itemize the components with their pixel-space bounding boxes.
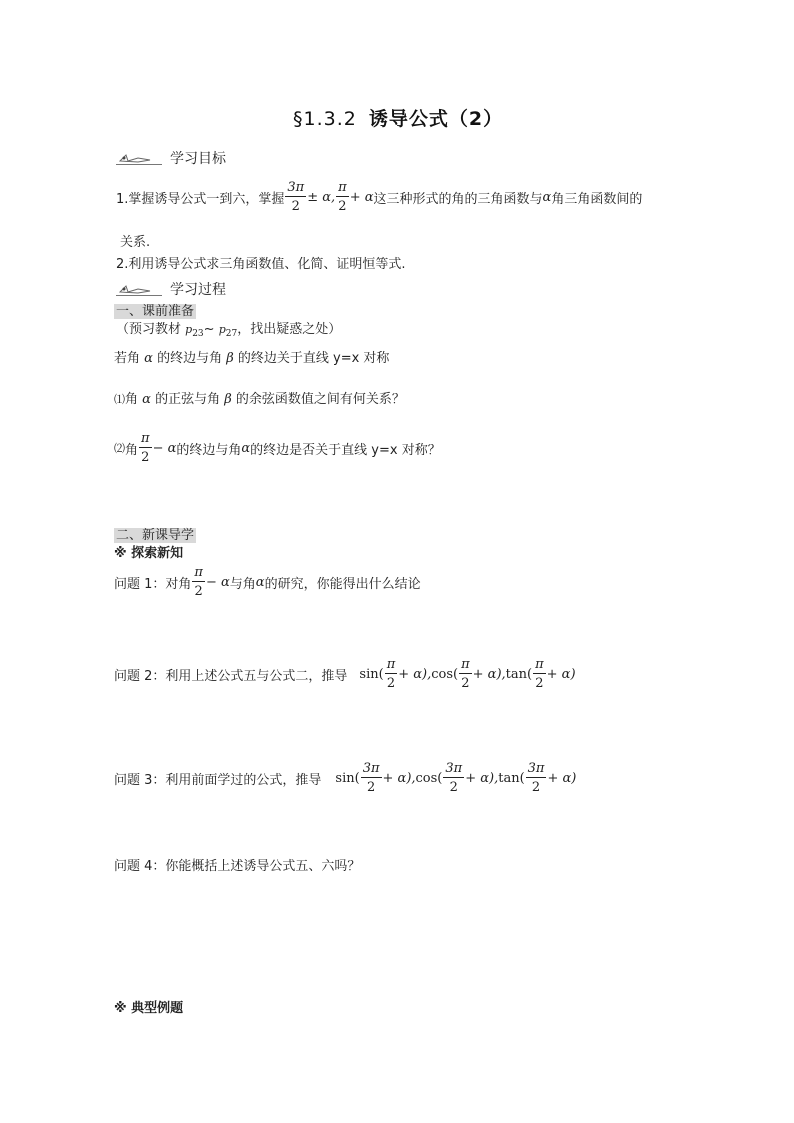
section-number: §1.3.2 [293, 108, 357, 130]
fraction-pi-over-2: $\frac{\pi}{2}$ [141, 431, 150, 465]
prep-heading [114, 300, 196, 319]
explore-label: ※ 探索新知 [114, 546, 184, 561]
process-heading [116, 279, 226, 299]
page-title [293, 104, 503, 131]
examples-label: ※ 典型例题 [114, 1001, 184, 1016]
prep-question-2: ⑵ 角 $\frac{\pi}{2}$ − α 的终边与角 α 的终边是否关于直线 y=x 对称？ [114, 431, 441, 465]
objective-1-wrap: 关系. [120, 235, 151, 250]
fraction-3pi-over-2: $\frac{3\pi}{2}$ [287, 180, 305, 214]
problem-3-formula: sin( $\frac{3\pi}{2}$ + α), cos( $\frac{3\pi}{2}$ + α), tan( $\frac{3\pi}{2}$ + α) [335, 761, 577, 795]
objective-1 [116, 180, 642, 214]
prep-line-1: 若角 α 的终边与角 β 的终边关于直线 y=x 对称 [114, 351, 390, 366]
problem-2: 问题 2：利用上述公式五与公式二，推导 sin( $\frac{\pi}{2}$ + α), cos( $\frac{\pi}{2}$ + α), tan( $\frac{\pi}{2}$ + α) [114, 657, 576, 691]
prep-note: （预习教材 $p_{23}\sim$ $p_{27}$，找出疑惑之处） [116, 322, 342, 339]
prep-question-1: ⑴角 α 的正弦与角 β 的余弦函数值之间有何关系？ [114, 392, 405, 407]
problem-2-formula: sin( $\frac{\pi}{2}$ + α), cos( $\frac{\pi}{2}$ + α), tan( $\frac{\pi}{2}$ + α) [359, 657, 576, 691]
section-marker-icon [116, 152, 162, 165]
fraction-pi-over-2: $\frac{\pi}{2}$ [194, 565, 203, 599]
pm-alpha: ± α, [307, 189, 336, 205]
objective-2: 2.利用诱导公式求三角函数值、化简、证明恒等式. [116, 257, 406, 272]
new-heading-label: 二、新课导学 [116, 528, 195, 543]
problem-3: 问题 3：利用前面学过的公式，推导 sin( $\frac{3\pi}{2}$ + α), cos( $\frac{3\pi}{2}$ + α), tan( $\frac{3\pi}{2}$ + α) [114, 761, 577, 795]
new-heading [114, 524, 196, 543]
objectives-heading [116, 148, 226, 168]
problem-1: 问题 1：对角 $\frac{\pi}{2}$ − α 与角 α 的研究，你能得出什么结论 [114, 565, 421, 599]
fraction-pi-over-2: $\frac{\pi}{2}$ [338, 180, 347, 214]
objectives-heading-label: 学习目标 [170, 151, 226, 167]
problem-4: 问题 4：你能概括上述诱导公式五、六吗？ [114, 859, 361, 874]
plus-alpha: + α [349, 189, 374, 205]
alpha-symbol: α [542, 189, 552, 205]
objective-1-tail: 角三角函数间的 [551, 191, 643, 207]
section-marker-icon [116, 283, 162, 296]
objective-1-text: 1.掌握诱导公式一到六，掌握 [116, 191, 285, 207]
objective-1-mid: 这三种形式的角的三角函数与 [373, 191, 543, 207]
prep-heading-label: 一、课前准备 [116, 304, 195, 319]
process-heading-label: 学习过程 [170, 282, 226, 298]
title-name: 诱导公式（2） [368, 108, 504, 130]
